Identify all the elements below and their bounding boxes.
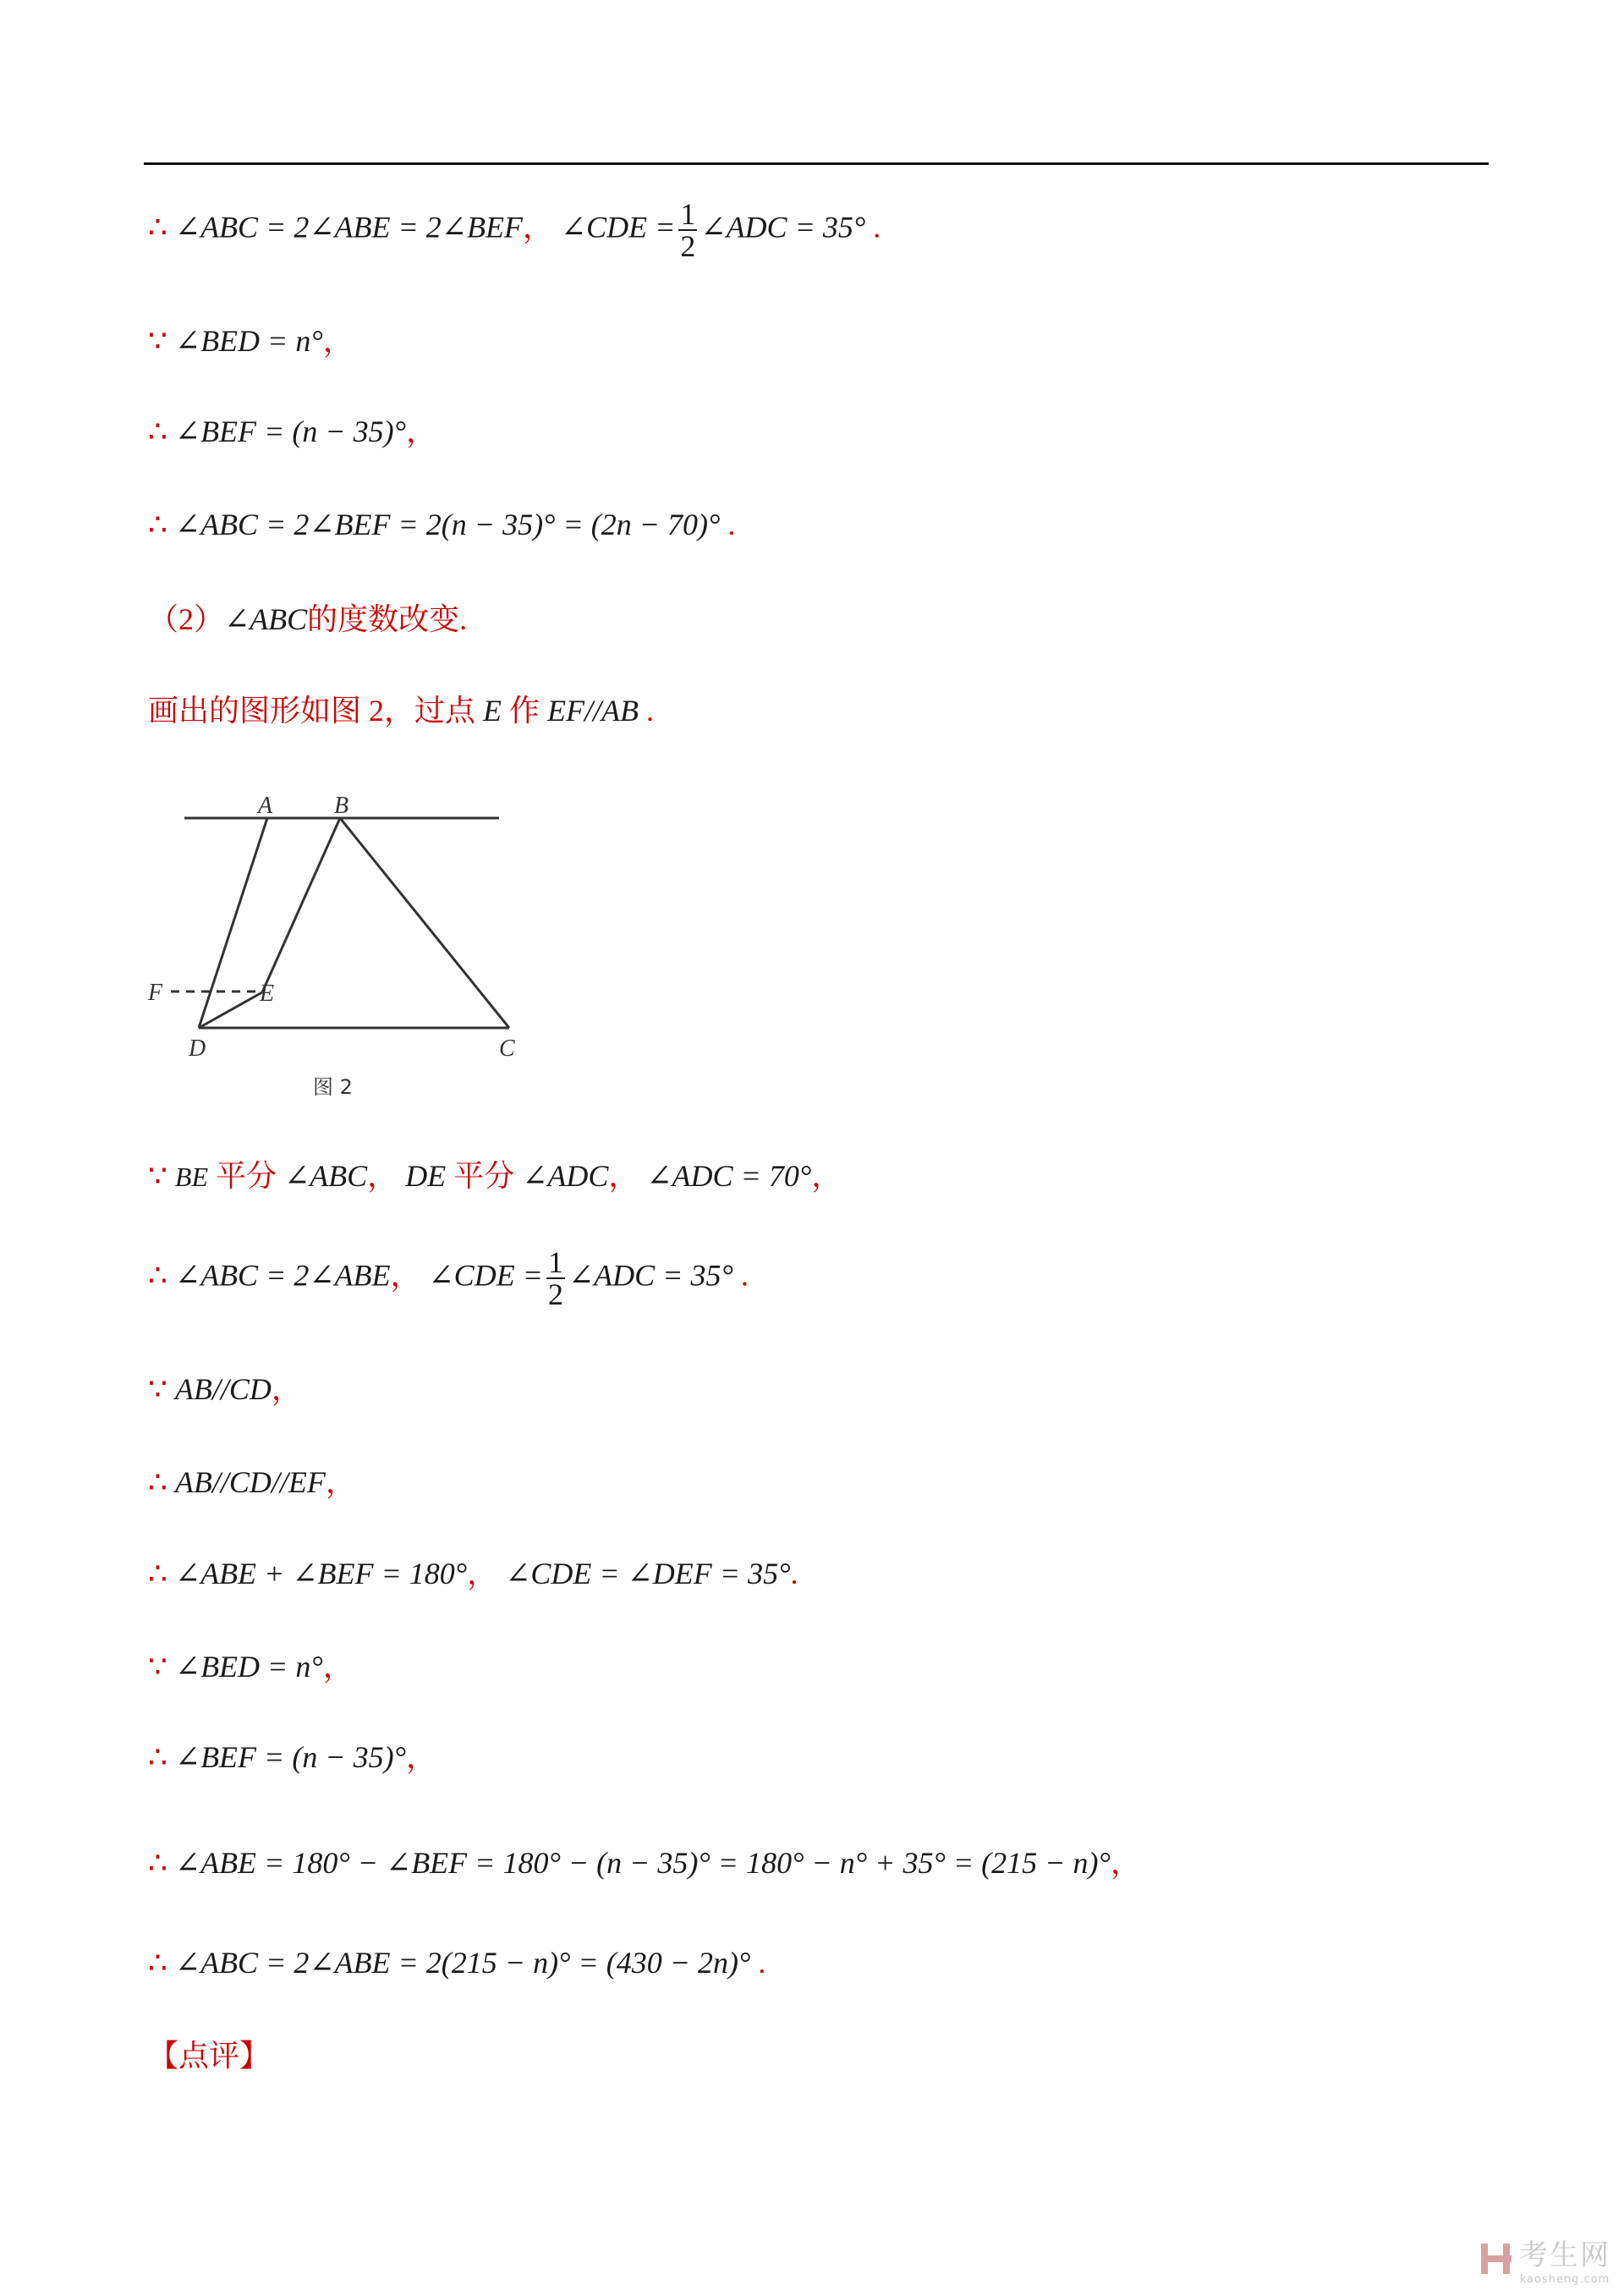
solution-line-2: ∵ ∠BED = n°，	[148, 324, 354, 358]
figure-intro-line: 画出的图形如图 2，过点 E 作 EF//AB .	[148, 694, 654, 728]
solution-line-12: ∵ ∠BED = n°，	[148, 1650, 354, 1684]
geometry-figure-2	[144, 783, 533, 1112]
header-rule	[144, 162, 1489, 165]
label-b: B	[334, 793, 349, 819]
solution-line-8: ∴ ∠ABC = 2∠ABE， ∠CDE = $\frac{1}{2}$ ∠ADC = 35° .	[148, 1245, 749, 1311]
solution-line-13: ∴ ∠BEF = (n − 35)°，	[148, 1740, 437, 1774]
solution-line-3: ∴ ∠BEF = (n − 35)°，	[148, 415, 437, 448]
fraction: $\frac{1}{2}$	[547, 1245, 563, 1311]
solution-line-14: ∴ ∠ABE = 180° − ∠BEF = 180° − (n − 35)° = 180° − n° + 35° = (215 − n)°，	[148, 1846, 1141, 1880]
label-e: E	[260, 980, 275, 1007]
label-c: C	[499, 1035, 515, 1062]
because-symbol: ∵	[148, 324, 167, 358]
solution-line-10: ∴ AB//CD//EF，	[148, 1465, 356, 1499]
solution-line-1: ∴ ∠ABC = 2∠ABE = 2∠BEF， ∠CDE = $\frac{1}{2}$ ∠ADC = 35° .	[148, 197, 881, 263]
solution-line-11: ∴ ∠ABE + ∠BEF = 180°， ∠CDE = ∠DEF = 35°.	[148, 1557, 798, 1590]
solution-line-4: ∴ ∠ABC = 2∠BEF = 2(n − 35)° = (2n − 70)° .	[148, 508, 736, 541]
solution-line-9: ∵ AB//CD，	[148, 1372, 302, 1406]
comment-heading: 【点评】	[148, 2039, 271, 2073]
label-d: D	[189, 1035, 206, 1062]
label-a: A	[258, 793, 273, 819]
figure-caption: 图 2	[313, 1075, 353, 1099]
logo-icon	[1478, 2240, 1515, 2277]
segment-bc	[340, 818, 509, 1028]
watermark-logo: 考生网 kaosheng.com	[1478, 2232, 1610, 2286]
label-f: F	[148, 980, 163, 1006]
therefore-symbol: ∴	[148, 210, 167, 244]
part-2-heading: （2）∠ABC的度数改变.	[148, 602, 468, 636]
solution-line-15: ∴ ∠ABC = 2∠ABE = 2(215 − n)° = (430 − 2n)° .	[148, 1946, 766, 1980]
segment-be	[262, 818, 340, 992]
fraction: $\frac{1}{2}$	[680, 197, 696, 263]
solution-line-7: ∵ BE 平分 ∠ABC， DE 平分 ∠ADC， ∠ADC = 70°，	[148, 1159, 842, 1193]
